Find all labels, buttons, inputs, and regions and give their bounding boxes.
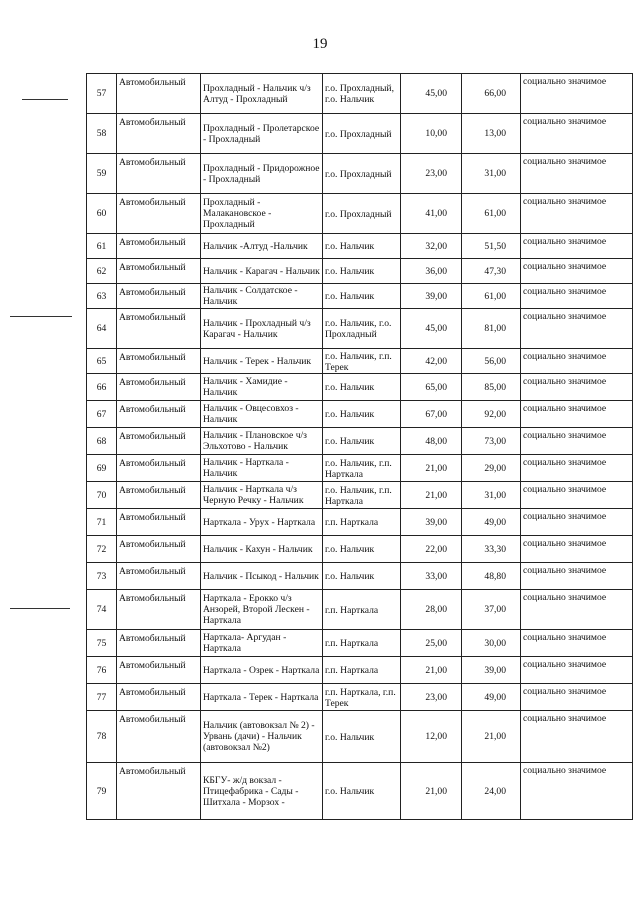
price-b-cell: 29,00: [462, 455, 521, 482]
route-cell: Нальчик - Плановское ч/з Эльхотово - Нальчик: [201, 428, 323, 455]
table-row: [87, 374, 633, 401]
municipality-cell: г.п. Нарткала: [323, 590, 401, 630]
transport-type-cell: Автомобильный: [117, 401, 201, 428]
price-b-cell: 33,30: [462, 536, 521, 563]
transport-type-cell: Автомобильный: [117, 114, 201, 154]
route-cell: Нарткала - Терек - Нарткала: [201, 684, 323, 711]
price-b-cell: 21,00: [462, 711, 521, 763]
status-cell: социально значимое: [521, 684, 633, 711]
route-cell: Прохладный - Нальчик ч/з Алтуд - Прохладный: [201, 74, 323, 114]
transport-type-cell: Автомобильный: [117, 154, 201, 194]
status-cell: социально значимое: [521, 154, 633, 194]
table-row: [87, 284, 633, 309]
municipality-cell: г.о. Нальчик: [323, 763, 401, 820]
price-a-cell: 65,00: [401, 374, 462, 401]
row-number-cell: 60: [87, 194, 117, 234]
row-number-cell: 68: [87, 428, 117, 455]
transport-type-cell: Автомобильный: [117, 711, 201, 763]
row-number-cell: 73: [87, 563, 117, 590]
price-a-cell: 22,00: [401, 536, 462, 563]
price-a-cell: 32,00: [401, 234, 462, 259]
municipality-cell: г.о. Нальчик: [323, 563, 401, 590]
price-a-cell: 23,00: [401, 154, 462, 194]
row-number-cell: 65: [87, 349, 117, 374]
municipality-cell: г.о. Прохладный, г.о. Нальчик: [323, 74, 401, 114]
route-cell: Нальчик - Прохладный ч/з Карагач - Нальчик: [201, 309, 323, 349]
row-number-cell: 79: [87, 763, 117, 820]
tariff-table-wrapper: [86, 73, 633, 820]
price-a-cell: 21,00: [401, 482, 462, 509]
row-number-cell: 70: [87, 482, 117, 509]
municipality-cell: г.о. Нальчик: [323, 284, 401, 309]
municipality-cell: г.п. Нарткала, г.п. Терек: [323, 684, 401, 711]
table-row: [87, 482, 633, 509]
status-cell: социально значимое: [521, 536, 633, 563]
row-number-cell: 62: [87, 259, 117, 284]
transport-type-cell: Автомобильный: [117, 74, 201, 114]
row-number-cell: 75: [87, 630, 117, 657]
table-row: [87, 684, 633, 711]
route-cell: КБГУ- ж/д вокзал - Птицефабрика - Сады - Шитхала - Морзох -: [201, 763, 323, 820]
status-cell: социально значимое: [521, 428, 633, 455]
price-b-cell: 81,00: [462, 309, 521, 349]
row-number-cell: 74: [87, 590, 117, 630]
row-number-cell: 61: [87, 234, 117, 259]
price-a-cell: 21,00: [401, 657, 462, 684]
table-row: [87, 763, 633, 820]
price-a-cell: 12,00: [401, 711, 462, 763]
route-cell: Нальчик - Нарткала ч/з Черную Речку - Нальчик: [201, 482, 323, 509]
price-b-cell: 48,80: [462, 563, 521, 590]
table-row: [87, 194, 633, 234]
table-row: [87, 590, 633, 630]
price-a-cell: 67,00: [401, 401, 462, 428]
row-number-cell: 72: [87, 536, 117, 563]
municipality-cell: г.о. Прохладный: [323, 194, 401, 234]
municipality-cell: г.п. Нарткала: [323, 630, 401, 657]
row-number-cell: 69: [87, 455, 117, 482]
municipality-cell: г.о. Прохладный: [323, 114, 401, 154]
status-cell: социально значимое: [521, 657, 633, 684]
table-row: [87, 154, 633, 194]
municipality-cell: г.о. Нальчик: [323, 401, 401, 428]
price-a-cell: 10,00: [401, 114, 462, 154]
transport-type-cell: Автомобильный: [117, 590, 201, 630]
row-number-cell: 57: [87, 74, 117, 114]
price-b-cell: 39,00: [462, 657, 521, 684]
price-b-cell: 30,00: [462, 630, 521, 657]
municipality-cell: г.о. Нальчик, г.п. Нарткала: [323, 482, 401, 509]
row-number-cell: 76: [87, 657, 117, 684]
table-row: [87, 401, 633, 428]
route-cell: Нарткала - Ерокко ч/з Анзорей, Второй Лескен - Нарткала: [201, 590, 323, 630]
route-cell: Нальчик - Псыкод - Нальчик: [201, 563, 323, 590]
municipality-cell: г.о. Нальчик: [323, 711, 401, 763]
transport-type-cell: Автомобильный: [117, 194, 201, 234]
price-a-cell: 39,00: [401, 509, 462, 536]
municipality-cell: г.о. Нальчик, г.п. Нарткала: [323, 455, 401, 482]
route-cell: Нальчик - Хамидие - Нальчик: [201, 374, 323, 401]
route-cell: Прохладный - Пролетарское - Прохладный: [201, 114, 323, 154]
transport-type-cell: Автомобильный: [117, 259, 201, 284]
status-cell: социально значимое: [521, 374, 633, 401]
transport-type-cell: Автомобильный: [117, 455, 201, 482]
price-b-cell: 61,00: [462, 284, 521, 309]
tariff-table: [86, 73, 633, 820]
table-row: [87, 428, 633, 455]
table-row: [87, 630, 633, 657]
price-a-cell: 48,00: [401, 428, 462, 455]
table-row: [87, 657, 633, 684]
transport-type-cell: Автомобильный: [117, 630, 201, 657]
page-number: 19: [312, 36, 328, 52]
municipality-cell: г.о. Прохладный: [323, 154, 401, 194]
route-cell: Нарткала - Озрек - Нарткала: [201, 657, 323, 684]
transport-type-cell: Автомобильный: [117, 482, 201, 509]
transport-type-cell: Автомобильный: [117, 509, 201, 536]
row-number-cell: 63: [87, 284, 117, 309]
row-number-cell: 78: [87, 711, 117, 763]
municipality-cell: г.о. Нальчик: [323, 234, 401, 259]
transport-type-cell: Автомобильный: [117, 536, 201, 563]
row-number-cell: 64: [87, 309, 117, 349]
route-cell: Нальчик - Терек - Нальчик: [201, 349, 323, 374]
table-row: [87, 509, 633, 536]
status-cell: социально значимое: [521, 509, 633, 536]
row-number-cell: 77: [87, 684, 117, 711]
table-row: [87, 711, 633, 763]
route-cell: Нарткала- Аргудан - Нарткала: [201, 630, 323, 657]
price-b-cell: 56,00: [462, 349, 521, 374]
table-body: [87, 74, 633, 820]
status-cell: социально значимое: [521, 284, 633, 309]
price-b-cell: 85,00: [462, 374, 521, 401]
price-a-cell: 21,00: [401, 455, 462, 482]
transport-type-cell: Автомобильный: [117, 284, 201, 309]
route-cell: Нальчик - Овцесовхоз - Нальчик: [201, 401, 323, 428]
municipality-cell: г.о. Нальчик, г.п. Терек: [323, 349, 401, 374]
table-row: [87, 455, 633, 482]
price-b-cell: 47,30: [462, 259, 521, 284]
status-cell: социально значимое: [521, 630, 633, 657]
status-cell: социально значимое: [521, 455, 633, 482]
table-row: [87, 114, 633, 154]
price-b-cell: 61,00: [462, 194, 521, 234]
status-cell: социально значимое: [521, 590, 633, 630]
transport-type-cell: Автомобильный: [117, 763, 201, 820]
price-b-cell: 37,00: [462, 590, 521, 630]
status-cell: социально значимое: [521, 482, 633, 509]
row-number-cell: 58: [87, 114, 117, 154]
price-a-cell: 36,00: [401, 259, 462, 284]
transport-type-cell: Автомобильный: [117, 684, 201, 711]
table-row: [87, 536, 633, 563]
price-b-cell: 92,00: [462, 401, 521, 428]
scan-artifact-line: [10, 316, 72, 317]
transport-type-cell: Автомобильный: [117, 349, 201, 374]
route-cell: Прохладный - Малакановское - Прохладный: [201, 194, 323, 234]
price-a-cell: 25,00: [401, 630, 462, 657]
price-a-cell: 21,00: [401, 763, 462, 820]
table-row: [87, 309, 633, 349]
municipality-cell: г.о. Нальчик: [323, 428, 401, 455]
municipality-cell: г.о. Нальчик: [323, 536, 401, 563]
price-b-cell: 66,00: [462, 74, 521, 114]
municipality-cell: г.п. Нарткала: [323, 657, 401, 684]
route-cell: Нальчик (автовокзал № 2) - Урвань (дачи) - Нальчик (автовокзал №2): [201, 711, 323, 763]
price-b-cell: 49,00: [462, 684, 521, 711]
status-cell: социально значимое: [521, 234, 633, 259]
row-number-cell: 66: [87, 374, 117, 401]
status-cell: социально значимое: [521, 711, 633, 763]
route-cell: Нальчик -Алтуд -Нальчик: [201, 234, 323, 259]
price-b-cell: 31,00: [462, 154, 521, 194]
transport-type-cell: Автомобильный: [117, 309, 201, 349]
price-b-cell: 49,00: [462, 509, 521, 536]
status-cell: социально значимое: [521, 349, 633, 374]
status-cell: социально значимое: [521, 563, 633, 590]
status-cell: социально значимое: [521, 309, 633, 349]
route-cell: Нальчик - Солдатское - Нальчик: [201, 284, 323, 309]
route-cell: Нальчик - Карагач - Нальчик: [201, 259, 323, 284]
row-number-cell: 67: [87, 401, 117, 428]
price-a-cell: 45,00: [401, 74, 462, 114]
transport-type-cell: Автомобильный: [117, 234, 201, 259]
price-b-cell: 24,00: [462, 763, 521, 820]
table-row: [87, 563, 633, 590]
transport-type-cell: Автомобильный: [117, 428, 201, 455]
status-cell: социально значимое: [521, 763, 633, 820]
row-number-cell: 59: [87, 154, 117, 194]
price-a-cell: 42,00: [401, 349, 462, 374]
price-a-cell: 33,00: [401, 563, 462, 590]
status-cell: социально значимое: [521, 259, 633, 284]
scan-artifact-line: [22, 99, 68, 100]
table-row: [87, 234, 633, 259]
price-b-cell: 51,50: [462, 234, 521, 259]
transport-type-cell: Автомобильный: [117, 374, 201, 401]
status-cell: социально значимое: [521, 194, 633, 234]
route-cell: Нальчик - Нарткала - Нальчик: [201, 455, 323, 482]
table-row: [87, 74, 633, 114]
price-a-cell: 28,00: [401, 590, 462, 630]
route-cell: Нальчик - Кахун - Нальчик: [201, 536, 323, 563]
route-cell: Прохладный - Придорожное - Прохладный: [201, 154, 323, 194]
price-b-cell: 13,00: [462, 114, 521, 154]
price-a-cell: 23,00: [401, 684, 462, 711]
status-cell: социально значимое: [521, 74, 633, 114]
table-row: [87, 259, 633, 284]
price-b-cell: 31,00: [462, 482, 521, 509]
transport-type-cell: Автомобильный: [117, 657, 201, 684]
route-cell: Нарткала - Урух - Нарткала: [201, 509, 323, 536]
transport-type-cell: Автомобильный: [117, 563, 201, 590]
scan-artifact-line: [10, 608, 70, 609]
municipality-cell: г.о. Нальчик: [323, 374, 401, 401]
municipality-cell: г.о. Нальчик, г.о. Прохладный: [323, 309, 401, 349]
status-cell: социально значимое: [521, 114, 633, 154]
price-a-cell: 41,00: [401, 194, 462, 234]
municipality-cell: г.о. Нальчик: [323, 259, 401, 284]
price-a-cell: 39,00: [401, 284, 462, 309]
price-a-cell: 45,00: [401, 309, 462, 349]
municipality-cell: г.п. Нарткала: [323, 509, 401, 536]
table-row: [87, 349, 633, 374]
status-cell: социально значимое: [521, 401, 633, 428]
price-b-cell: 73,00: [462, 428, 521, 455]
row-number-cell: 71: [87, 509, 117, 536]
